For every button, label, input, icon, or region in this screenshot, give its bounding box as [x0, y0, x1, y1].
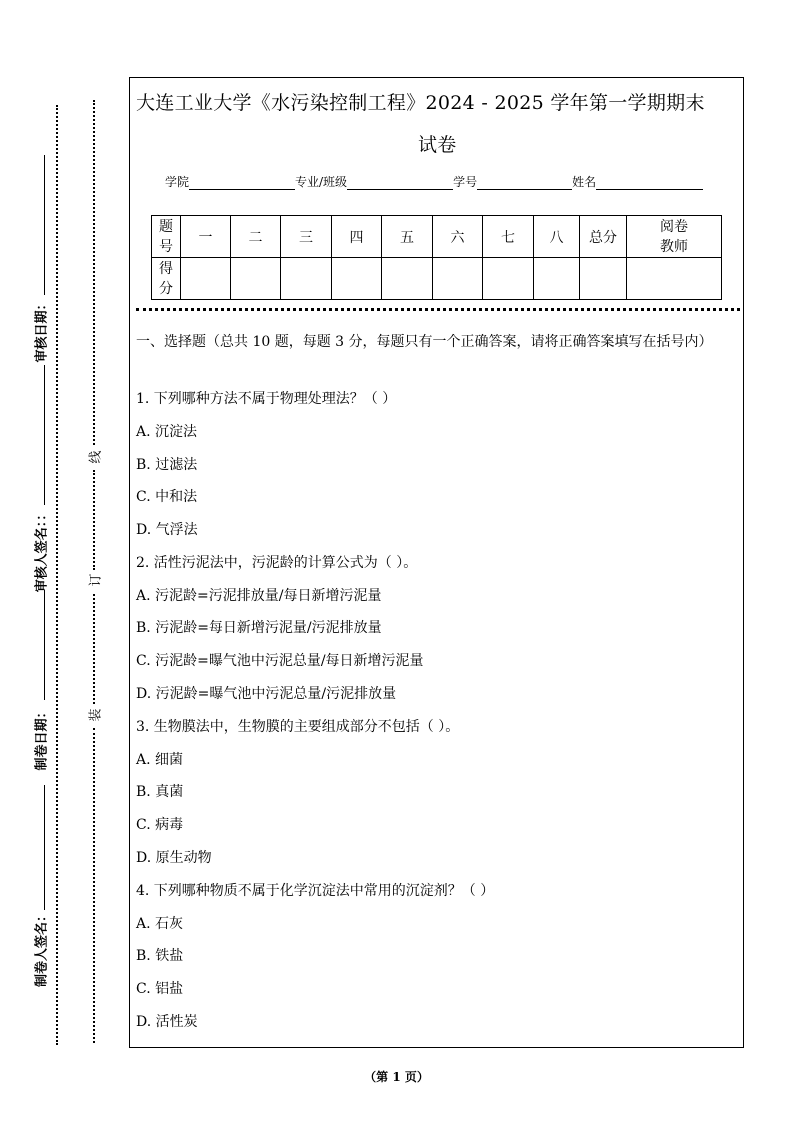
question-option: A. 细菌: [136, 752, 184, 768]
name-label: 姓名: [572, 175, 597, 189]
reviewer-col-text: 阅卷教师: [660, 218, 688, 255]
col-header: 五: [382, 216, 433, 258]
section-heading: 一、选择题（总共 10 题，每题 3 分，每题只有一个正确答案，请将正确答案填写在括号内）: [136, 334, 713, 350]
student-id-field[interactable]: [477, 176, 572, 190]
col-header: 七: [483, 216, 534, 258]
question-option: D. 污泥龄=曝气池中污泥总量/污泥排放量: [136, 686, 397, 702]
question-stem: 2. 活性污泥法中，污泥龄的计算公式为（ ）。: [136, 555, 418, 571]
score-cell[interactable]: [332, 258, 382, 300]
question-option: B. 真菌: [136, 784, 184, 800]
college-field[interactable]: [189, 176, 295, 190]
question-option: C. 铝盐: [136, 981, 184, 997]
score-cell[interactable]: [281, 258, 332, 300]
score-cell[interactable]: [181, 258, 231, 300]
score-cell[interactable]: [580, 258, 627, 300]
major-class-label: 专业/班级: [295, 175, 348, 189]
score-cell[interactable]: [534, 258, 580, 300]
question-option: B. 铁盐: [136, 948, 184, 964]
question-option: D. 活性炭: [136, 1014, 198, 1030]
col-header: 二: [231, 216, 281, 258]
col-header: 三: [281, 216, 332, 258]
review-date-line: [44, 155, 45, 295]
question-stem: 3. 生物膜法中，生物膜的主要组成部分不包括（ ）。: [136, 719, 460, 735]
exam-title: 大连工业大学《水污染控制工程》2024 - 2025 学年第一学期期末: [136, 92, 705, 114]
exam-title-cont: 试卷: [418, 134, 457, 156]
row-label-text: 得分: [159, 260, 173, 297]
reviewer-sign-line: [44, 365, 45, 505]
make-date-line: [44, 590, 45, 700]
page-number: （第 1 页）: [364, 1070, 429, 1084]
make-date-label: 制卷日期：: [34, 705, 50, 771]
binding-char-ding: 订: [88, 573, 104, 587]
reviewer-col-header: [627, 216, 722, 258]
question-option: C. 中和法: [136, 489, 198, 505]
binding-line: [93, 100, 95, 445]
binding-line: [93, 470, 95, 570]
question-stem: 4. 下列哪种物质不属于化学沉淀法中常用的沉淀剂？（ ）: [136, 883, 495, 899]
row-label-text: 题号: [159, 218, 173, 255]
question-option: B. 污泥龄=每日新增污泥量/污泥排放量: [136, 620, 382, 636]
score-cell[interactable]: [627, 258, 722, 300]
question-option: D. 气浮法: [136, 522, 198, 538]
cut-line: [56, 105, 58, 1045]
question-option: A. 沉淀法: [136, 424, 198, 440]
name-field[interactable]: [596, 176, 703, 190]
col-header: 八: [534, 216, 580, 258]
col-header: 四: [332, 216, 382, 258]
row-label-defen: [152, 258, 181, 300]
maker-sign-label: 制卷人签名：: [34, 908, 50, 988]
score-cell[interactable]: [382, 258, 433, 300]
question-option: A. 石灰: [136, 916, 184, 932]
student-id-label: 学号: [453, 175, 478, 189]
score-table: [151, 215, 722, 300]
score-cell[interactable]: [231, 258, 281, 300]
separator: [136, 308, 740, 311]
col-header: 总分: [580, 216, 627, 258]
question-stem: 1. 下列哪种方法不属于物理处理法？（ ）: [136, 391, 397, 407]
question-option: A. 污泥龄=污泥排放量/每日新增污泥量: [136, 588, 382, 604]
score-cell[interactable]: [483, 258, 534, 300]
question-option: C. 病毒: [136, 817, 184, 833]
col-header: 六: [433, 216, 483, 258]
review-date-label: 审核日期：: [34, 297, 50, 363]
student-info-row: [165, 173, 703, 190]
question-option: B. 过滤法: [136, 457, 198, 473]
col-header: 一: [181, 216, 231, 258]
question-option: D. 原生动物: [136, 850, 212, 866]
row-label-tihao: [152, 216, 181, 258]
binding-line: [93, 594, 95, 704]
binding-char-zhuang: 装: [88, 708, 104, 722]
binding-line: [93, 728, 95, 1043]
reviewer-sign-label: 审核人签名：：: [34, 507, 50, 593]
binding-char-xian: 线: [88, 450, 104, 464]
college-label: 学院: [165, 175, 190, 189]
major-class-field[interactable]: [347, 176, 453, 190]
question-option: C. 污泥龄=曝气池中污泥总量/每日新增污泥量: [136, 653, 424, 669]
score-cell[interactable]: [433, 258, 483, 300]
maker-sign-line: [44, 785, 45, 910]
